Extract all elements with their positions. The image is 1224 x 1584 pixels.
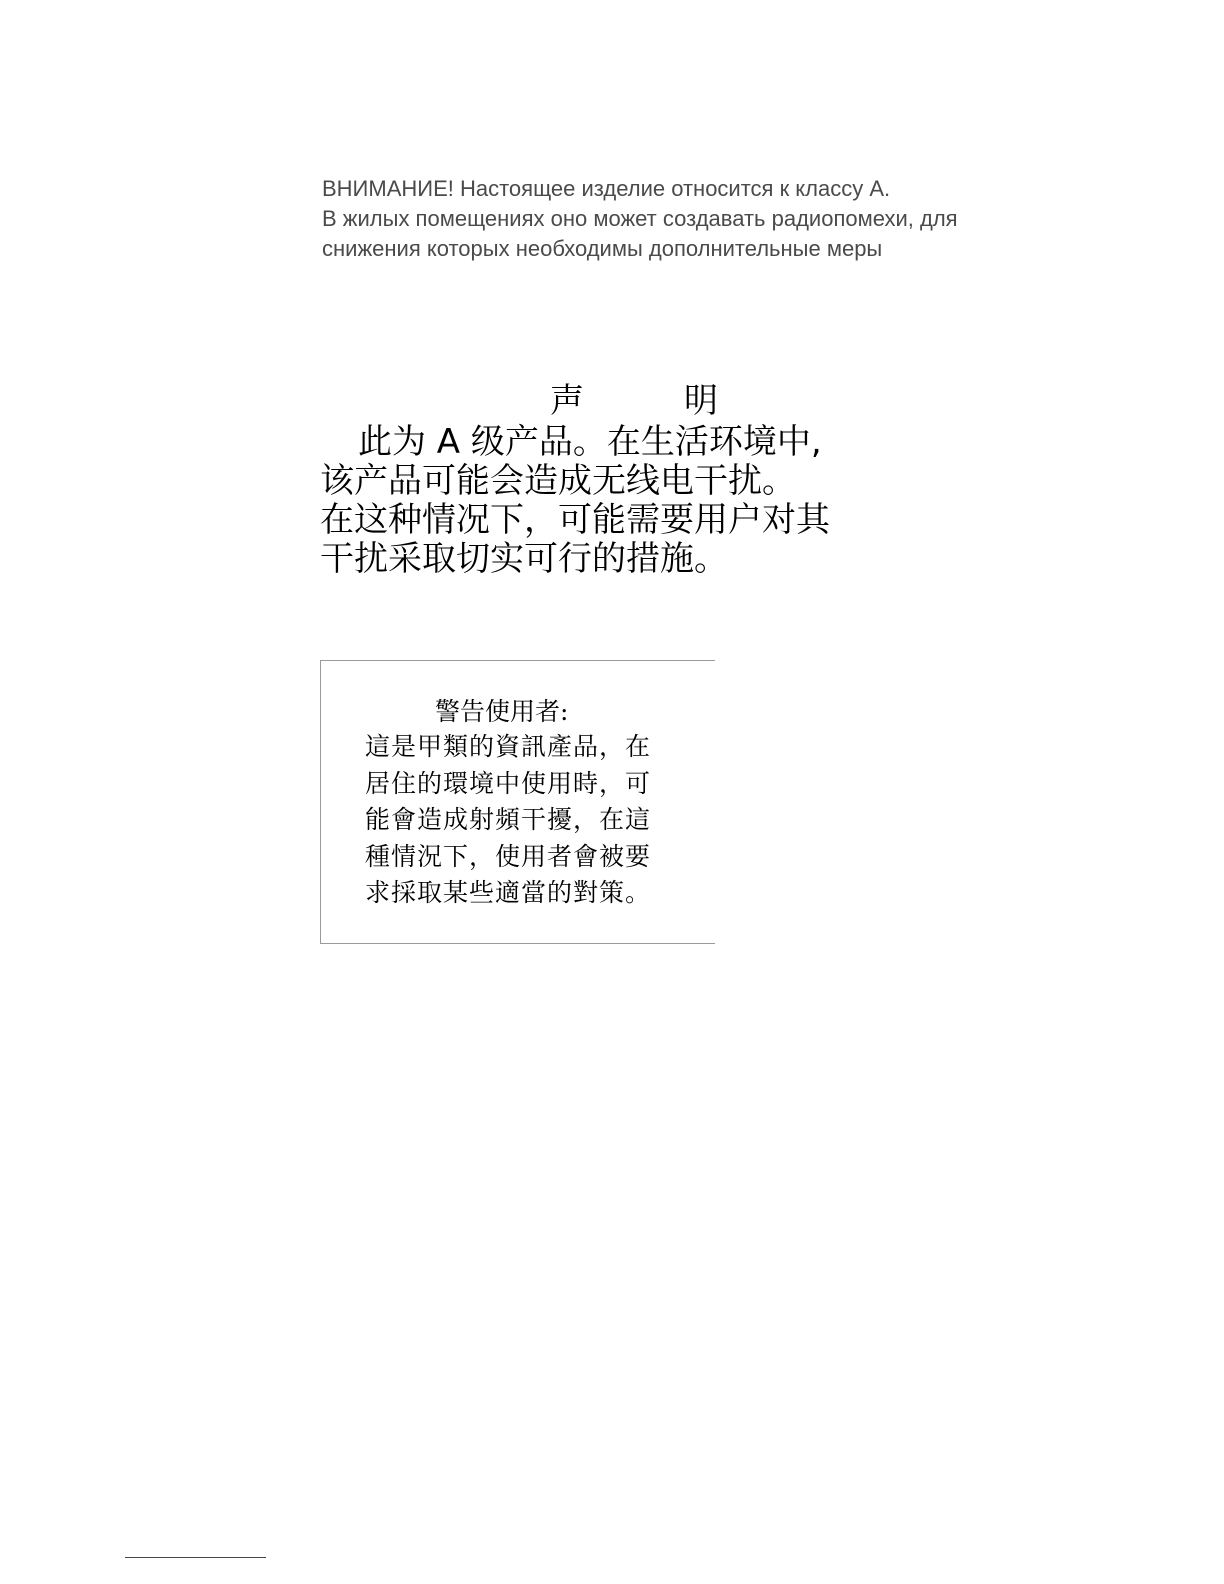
statement-line-3: 在这种情况下，可能需要用户对其 — [320, 500, 830, 540]
warning-heading: 警告使用者: — [435, 697, 569, 726]
russian-warning-line-2: В жилых помещениях оно может создавать радиопомехи, для — [322, 206, 958, 231]
statement-title-char-1: 声 — [550, 381, 584, 421]
russian-warning-line-1: ВНИМАНИЕ! Настоящее изделие относится к классу А. — [322, 176, 891, 201]
statement-title-char-2: 明 — [684, 381, 718, 421]
russian-warning-line-3: снижения которых необходимы дополнительные меры — [322, 236, 883, 261]
warning-line-3: 能會造成射頻干擾，在這 — [365, 805, 652, 834]
footnote-divider — [125, 1557, 266, 1558]
warning-line-4: 種情況下，使用者會被要 — [365, 841, 652, 871]
statement-line-1: 此为 A 级产品。在生活环境中, — [358, 422, 822, 462]
warning-body — [365, 729, 651, 912]
russian-class-a-warning — [322, 174, 1122, 264]
traditional-chinese-warning-box — [320, 660, 715, 944]
statement-line-2: 该产品可能会造成无线电干扰。 — [320, 461, 796, 501]
warning-line-2: 居住的環境中使用時，可 — [365, 768, 652, 798]
statement-line-4: 干扰采取切实可行的措施。 — [320, 539, 728, 579]
simplified-chinese-statement — [320, 382, 940, 579]
statement-title — [320, 382, 940, 423]
warning-line-5: 求採取某些適當的對策。 — [365, 878, 652, 907]
warning-line-1: 這是甲類的資訊產品，在 — [365, 732, 652, 761]
